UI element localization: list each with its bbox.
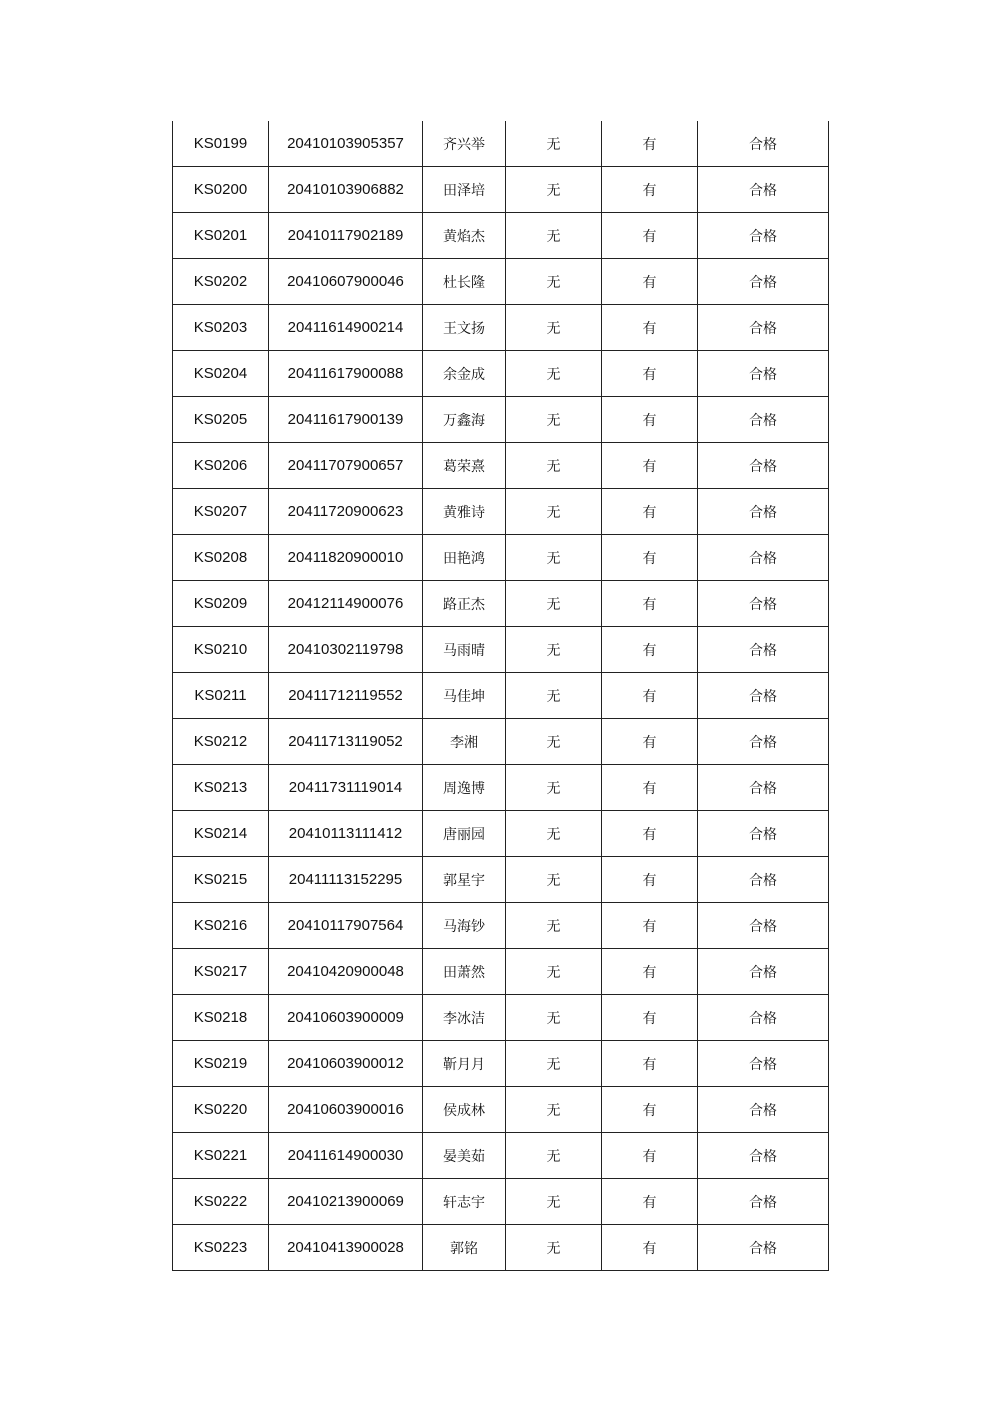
cell-exam-code: KS0201 — [173, 213, 269, 259]
cell-id-number: 20410103906882 — [269, 167, 423, 213]
cell-result: 合格 — [698, 121, 829, 167]
cell-name: 马雨晴 — [423, 627, 506, 673]
cell-name: 李湘 — [423, 719, 506, 765]
cell-col4: 无 — [506, 259, 602, 305]
cell-exam-code: KS0219 — [173, 1041, 269, 1087]
cell-name: 马海钞 — [423, 903, 506, 949]
cell-id-number: 20410113111412 — [269, 811, 423, 857]
cell-id-number: 20412114900076 — [269, 581, 423, 627]
cell-name: 郭星宇 — [423, 857, 506, 903]
cell-name: 李冰洁 — [423, 995, 506, 1041]
table-row — [173, 1225, 829, 1271]
cell-result: 合格 — [698, 1087, 829, 1133]
cell-result: 合格 — [698, 443, 829, 489]
table-row — [173, 627, 829, 673]
cell-col5: 有 — [602, 397, 698, 443]
cell-id-number: 20411617900139 — [269, 397, 423, 443]
cell-result: 合格 — [698, 995, 829, 1041]
cell-col5: 有 — [602, 903, 698, 949]
cell-id-number: 20411720900623 — [269, 489, 423, 535]
cell-col4: 无 — [506, 305, 602, 351]
cell-col5: 有 — [602, 1225, 698, 1271]
cell-id-number: 20411614900214 — [269, 305, 423, 351]
cell-name: 侯成林 — [423, 1087, 506, 1133]
cell-name: 唐丽园 — [423, 811, 506, 857]
table-row — [173, 397, 829, 443]
cell-result: 合格 — [698, 1179, 829, 1225]
cell-col4: 无 — [506, 443, 602, 489]
cell-id-number: 20410607900046 — [269, 259, 423, 305]
cell-name: 杜长隆 — [423, 259, 506, 305]
table-row — [173, 351, 829, 397]
cell-exam-code: KS0202 — [173, 259, 269, 305]
cell-col5: 有 — [602, 765, 698, 811]
table-row — [173, 857, 829, 903]
cell-col4: 无 — [506, 903, 602, 949]
cell-result: 合格 — [698, 213, 829, 259]
cell-col4: 无 — [506, 535, 602, 581]
cell-id-number: 20411713119052 — [269, 719, 423, 765]
cell-id-number: 20410117907564 — [269, 903, 423, 949]
cell-col5: 有 — [602, 581, 698, 627]
cell-col5: 有 — [602, 1041, 698, 1087]
cell-name: 靳月月 — [423, 1041, 506, 1087]
cell-col4: 无 — [506, 765, 602, 811]
cell-name: 马佳坤 — [423, 673, 506, 719]
cell-result: 合格 — [698, 259, 829, 305]
cell-col5: 有 — [602, 305, 698, 351]
cell-col4: 无 — [506, 857, 602, 903]
table-row — [173, 811, 829, 857]
cell-exam-code: KS0215 — [173, 857, 269, 903]
cell-id-number: 20410117902189 — [269, 213, 423, 259]
cell-name: 齐兴举 — [423, 121, 506, 167]
cell-name: 晏美茹 — [423, 1133, 506, 1179]
table-row — [173, 673, 829, 719]
cell-col5: 有 — [602, 719, 698, 765]
table-row — [173, 167, 829, 213]
cell-col5: 有 — [602, 259, 698, 305]
cell-name: 田泽培 — [423, 167, 506, 213]
cell-result: 合格 — [698, 949, 829, 995]
cell-name: 万鑫海 — [423, 397, 506, 443]
cell-name: 田萧然 — [423, 949, 506, 995]
cell-name: 路正杰 — [423, 581, 506, 627]
cell-exam-code: KS0199 — [173, 121, 269, 167]
cell-result: 合格 — [698, 903, 829, 949]
cell-exam-code: KS0207 — [173, 489, 269, 535]
cell-col4: 无 — [506, 627, 602, 673]
cell-col4: 无 — [506, 213, 602, 259]
table-row — [173, 535, 829, 581]
cell-name: 余金成 — [423, 351, 506, 397]
cell-col5: 有 — [602, 489, 698, 535]
cell-exam-code: KS0220 — [173, 1087, 269, 1133]
cell-result: 合格 — [698, 167, 829, 213]
cell-col5: 有 — [602, 1087, 698, 1133]
table-row — [173, 719, 829, 765]
cell-result: 合格 — [698, 305, 829, 351]
cell-result: 合格 — [698, 1133, 829, 1179]
cell-id-number: 20410213900069 — [269, 1179, 423, 1225]
table-row — [173, 949, 829, 995]
cell-result: 合格 — [698, 581, 829, 627]
cell-col4: 无 — [506, 397, 602, 443]
table-row — [173, 765, 829, 811]
cell-id-number: 20410603900009 — [269, 995, 423, 1041]
cell-id-number: 20411820900010 — [269, 535, 423, 581]
cell-exam-code: KS0204 — [173, 351, 269, 397]
cell-result: 合格 — [698, 857, 829, 903]
cell-col5: 有 — [602, 1133, 698, 1179]
cell-col4: 无 — [506, 811, 602, 857]
cell-exam-code: KS0203 — [173, 305, 269, 351]
table-row — [173, 213, 829, 259]
cell-name: 黄雅诗 — [423, 489, 506, 535]
cell-id-number: 20410603900016 — [269, 1087, 423, 1133]
cell-col5: 有 — [602, 351, 698, 397]
cell-id-number: 20411617900088 — [269, 351, 423, 397]
cell-col5: 有 — [602, 995, 698, 1041]
cell-id-number: 20410420900048 — [269, 949, 423, 995]
cell-exam-code: KS0209 — [173, 581, 269, 627]
cell-id-number: 20410302119798 — [269, 627, 423, 673]
cell-result: 合格 — [698, 1225, 829, 1271]
cell-exam-code: KS0221 — [173, 1133, 269, 1179]
cell-exam-code: KS0211 — [173, 673, 269, 719]
cell-id-number: 20410413900028 — [269, 1225, 423, 1271]
cell-col5: 有 — [602, 673, 698, 719]
cell-col5: 有 — [602, 121, 698, 167]
roster-table — [172, 121, 829, 1271]
cell-col5: 有 — [602, 627, 698, 673]
cell-col4: 无 — [506, 351, 602, 397]
table-row — [173, 1041, 829, 1087]
cell-result: 合格 — [698, 1041, 829, 1087]
cell-exam-code: KS0205 — [173, 397, 269, 443]
cell-name: 周逸博 — [423, 765, 506, 811]
table-row — [173, 903, 829, 949]
cell-col4: 无 — [506, 995, 602, 1041]
cell-name: 田艳鸿 — [423, 535, 506, 581]
cell-col5: 有 — [602, 167, 698, 213]
cell-col4: 无 — [506, 1133, 602, 1179]
cell-result: 合格 — [698, 535, 829, 581]
cell-result: 合格 — [698, 765, 829, 811]
cell-result: 合格 — [698, 673, 829, 719]
cell-name: 黄焰杰 — [423, 213, 506, 259]
cell-name: 葛荣熹 — [423, 443, 506, 489]
cell-col4: 无 — [506, 1041, 602, 1087]
table-row — [173, 995, 829, 1041]
table-row — [173, 1087, 829, 1133]
cell-col4: 无 — [506, 719, 602, 765]
cell-result: 合格 — [698, 397, 829, 443]
cell-col4: 无 — [506, 121, 602, 167]
cell-id-number: 20411113152295 — [269, 857, 423, 903]
cell-col5: 有 — [602, 857, 698, 903]
cell-id-number: 20410103905357 — [269, 121, 423, 167]
cell-col5: 有 — [602, 811, 698, 857]
cell-exam-code: KS0217 — [173, 949, 269, 995]
cell-result: 合格 — [698, 719, 829, 765]
cell-id-number: 20411712119552 — [269, 673, 423, 719]
cell-result: 合格 — [698, 351, 829, 397]
cell-exam-code: KS0222 — [173, 1179, 269, 1225]
cell-id-number: 20410603900012 — [269, 1041, 423, 1087]
cell-col5: 有 — [602, 443, 698, 489]
table-row — [173, 581, 829, 627]
cell-id-number: 20411731119014 — [269, 765, 423, 811]
cell-col5: 有 — [602, 213, 698, 259]
table-row — [173, 489, 829, 535]
table-row — [173, 443, 829, 489]
cell-result: 合格 — [698, 489, 829, 535]
table-row — [173, 1179, 829, 1225]
cell-result: 合格 — [698, 811, 829, 857]
cell-exam-code: KS0216 — [173, 903, 269, 949]
cell-id-number: 20411614900030 — [269, 1133, 423, 1179]
cell-id-number: 20411707900657 — [269, 443, 423, 489]
table-row — [173, 1133, 829, 1179]
cell-col4: 无 — [506, 489, 602, 535]
cell-name: 王文扬 — [423, 305, 506, 351]
cell-exam-code: KS0208 — [173, 535, 269, 581]
cell-col5: 有 — [602, 949, 698, 995]
cell-col5: 有 — [602, 1179, 698, 1225]
cell-exam-code: KS0218 — [173, 995, 269, 1041]
cell-exam-code: KS0200 — [173, 167, 269, 213]
cell-col4: 无 — [506, 673, 602, 719]
cell-exam-code: KS0210 — [173, 627, 269, 673]
cell-exam-code: KS0223 — [173, 1225, 269, 1271]
cell-col4: 无 — [506, 949, 602, 995]
cell-col4: 无 — [506, 1225, 602, 1271]
roster-table-body — [173, 121, 829, 1271]
cell-exam-code: KS0212 — [173, 719, 269, 765]
cell-col4: 无 — [506, 581, 602, 627]
cell-name: 轩志宇 — [423, 1179, 506, 1225]
table-row — [173, 259, 829, 305]
cell-result: 合格 — [698, 627, 829, 673]
cell-col5: 有 — [602, 535, 698, 581]
cell-name: 郭铭 — [423, 1225, 506, 1271]
table-row — [173, 305, 829, 351]
table-row — [173, 121, 829, 167]
cell-exam-code: KS0213 — [173, 765, 269, 811]
cell-exam-code: KS0206 — [173, 443, 269, 489]
cell-exam-code: KS0214 — [173, 811, 269, 857]
cell-col4: 无 — [506, 167, 602, 213]
cell-col4: 无 — [506, 1179, 602, 1225]
cell-col4: 无 — [506, 1087, 602, 1133]
